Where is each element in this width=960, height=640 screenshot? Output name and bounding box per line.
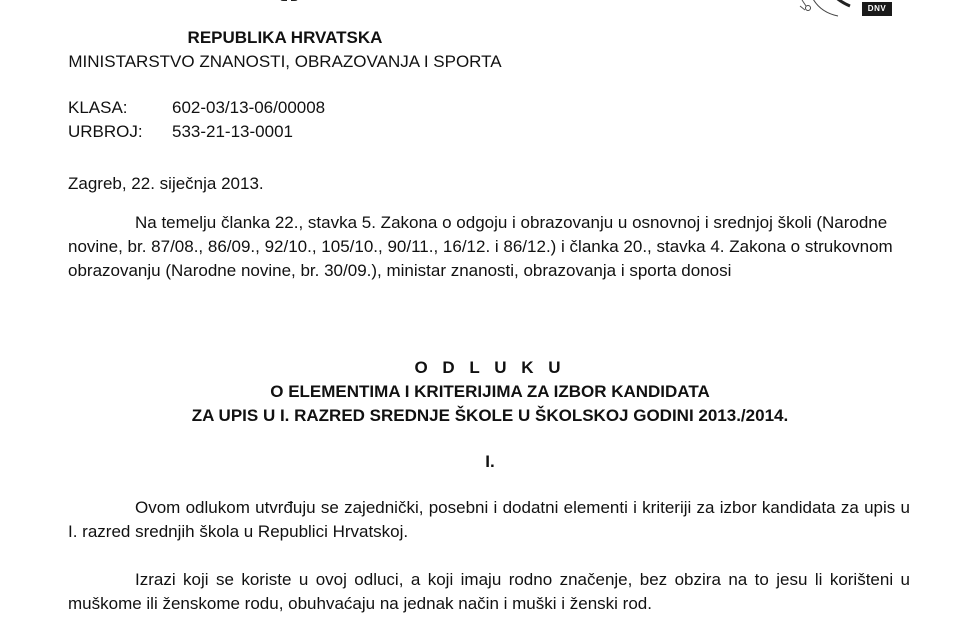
issuer-ministry: MINISTARSTVO ZNANOSTI, OBRAZOVANJA I SPORTA — [68, 52, 502, 71]
urbroj-value: 533-21-13-0001 — [172, 122, 293, 141]
decision-title — [150, 356, 830, 428]
decision-title-subject: O ELEMENTIMA I KRITERIJIMA ZA IZBOR KANDIDATA — [270, 382, 710, 401]
klasa-row — [68, 98, 325, 118]
decision-title-heading: O D L U K U — [414, 358, 566, 377]
klasa-value: 602-03/13-06/00008 — [172, 98, 326, 117]
preamble-paragraph: Na temelju članka 22., stavka 5. Zakona o odgoju i obrazovanju u osnovnoj i srednjoj školi (Narodne novine, br. 87/08., 86/09., 92/10., 105/10., 90/11., 16/12. i 86/12.) i članka 20., stavka 4. Zakona o strukovnom obrazovanju (Narodne novine, br. 30/09.), ministar znanosti, obrazovanja i sporta donosi — [68, 213, 893, 280]
section-paragraph: Izrazi koji se koriste u ovoj odluci, a koji imaju rodno značenje, bez obzira na to jesu li korišteni u muškome ili ženskome rodu, obuhvaćaju na jednak način i muški i ženski rod. — [68, 570, 910, 613]
coat-of-arms-icon — [274, 0, 304, 6]
section-paragraph: Ovom odlukom utvrđuju se zajednički, posebni i dodatni elementi i kriteriji za izbor kandidata za upis u I. razred srednjih škola u Republici Hrvatskoj. — [68, 498, 910, 541]
issuer-republic: REPUBLIKA HRVATSKA — [187, 28, 383, 47]
place-date: Zagreb, 22. siječnja 2013. — [68, 174, 264, 193]
urbroj-row — [68, 122, 293, 142]
urbroj-label: URBROJ: — [68, 122, 143, 141]
klasa-label: KLASA: — [68, 98, 128, 117]
stamp-label: DNV — [862, 2, 892, 16]
section-number: I. — [485, 452, 495, 471]
decision-title-scope: ZA UPIS U I. RAZRED SREDNJE ŠKOLE U ŠKOLSKOJ GODINI 2013./2014. — [191, 406, 789, 425]
